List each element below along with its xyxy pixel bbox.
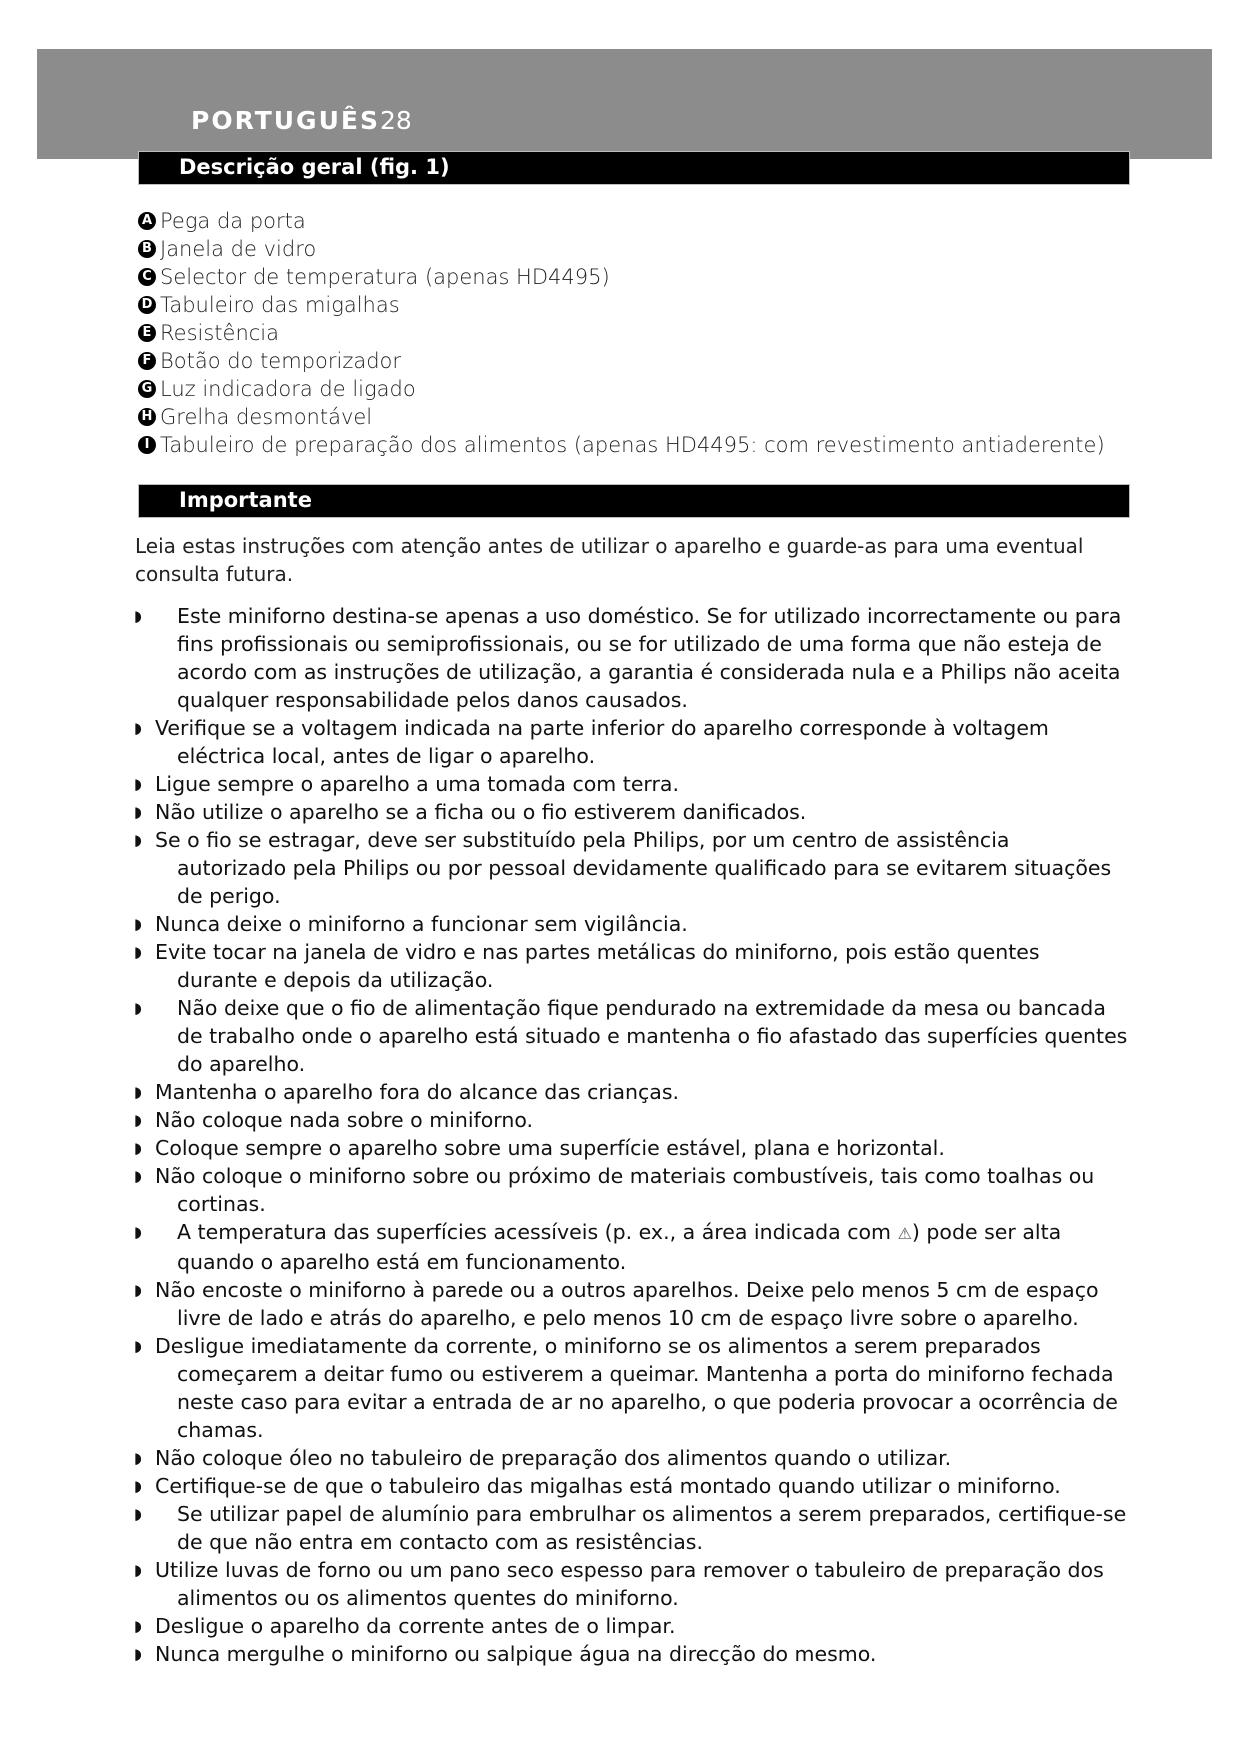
safety-rules-list — [134, 602, 1134, 1668]
bullet-icon: ◗ — [134, 1449, 142, 1467]
rule-text: Verifique se a voltagem indicada na parte inferior do aparelho corresponde à voltagem — [155, 716, 1049, 740]
rule-item — [134, 1162, 1134, 1218]
legend-text: Selector de temperatura (apenas HD4495) — [160, 265, 610, 289]
legend-text: Pega da porta — [160, 209, 306, 233]
rule-text: Nunca mergulhe o miniforno ou salpique água na direcção do mesmo. — [155, 1642, 877, 1666]
rule-item — [134, 938, 1134, 994]
section-heading-overview — [138, 151, 1130, 185]
legend-text: Tabuleiro das migalhas — [160, 293, 400, 317]
hot-surface-warning-icon: ⚠ — [897, 1224, 912, 1243]
rule-text: Ligue sempre o aparelho a uma tomada com terra. — [155, 772, 680, 796]
bullet-icon: ◗ — [134, 775, 142, 793]
rule-item — [134, 994, 1134, 1078]
letter-badge: H — [138, 408, 156, 426]
legend-item — [138, 431, 1105, 459]
bullet-icon: ◗ — [134, 1083, 142, 1101]
rule-text-continuation: começarem a deitar fumo ou estiverem a queimar. Mantenha a porta do miniforno fechada neste caso para evitar a entrada de ar no aparelho, o que poderia provocar a ocorrência de chamas. — [177, 1362, 1118, 1442]
legend-item — [138, 375, 1105, 403]
rule-text: Não deixe que o fio de alimentação fique pendurado na extremidade da mesa ou bancada de trabalho onde o aparelho está situado e mantenha o fio afastado das superfícies quentes do aparelho. — [177, 996, 1128, 1076]
page-number: 28 — [379, 106, 412, 135]
section-title: Descrição geral (fig. 1) — [179, 155, 450, 179]
legend-text: Resistência — [160, 321, 279, 345]
section-title: Importante — [179, 488, 312, 512]
rule-item — [134, 1472, 1134, 1500]
rule-text: Se utilizar papel de alumínio para embrulhar os alimentos a serem preparados, certifique-se de que não entra em contacto com as resistências. — [177, 1502, 1127, 1554]
rule-text-continuation: eléctrica local, antes de ligar o aparelho. — [177, 744, 596, 768]
rule-item — [134, 910, 1134, 938]
legend-text: Grelha desmontável — [160, 405, 373, 429]
bullet-icon: ◗ — [134, 719, 142, 737]
rule-text: Este miniforno destina-se apenas a uso doméstico. Se for utilizado incorrectamente ou para fins profissionais ou semiprofissionais, ou se for utilizado de uma forma que não esteja de acordo com as instruções de utilização, a garantia é considerada nula e a Philips não aceita qualquer responsabilidade pelos danos causados. — [177, 604, 1122, 712]
letter-badge: C — [138, 268, 156, 286]
legend-text: Luz indicadora de ligado — [160, 377, 416, 401]
bullet-icon: ◗ — [134, 1281, 142, 1299]
rule-text: Se o fio se estragar, deve ser substituído pela Philips, por um centro de assistência — [155, 828, 1010, 852]
rule-item — [134, 798, 1134, 826]
bullet-icon: ◗ — [134, 831, 142, 849]
rule-item — [134, 1332, 1134, 1444]
legend-item — [138, 291, 1105, 319]
bullet-icon: ◗ — [134, 1645, 142, 1663]
bullet-icon: ◗ — [134, 915, 142, 933]
rule-text: Certifique-se de que o tabuleiro das migalhas está montado quando utilizar o miniforno. — [155, 1474, 1061, 1498]
rule-text: Mantenha o aparelho fora do alcance das crianças. — [155, 1080, 680, 1104]
page-header — [191, 106, 412, 135]
rule-text: Desligue o aparelho da corrente antes de o limpar. — [155, 1614, 676, 1638]
bullet-icon: ◗ — [134, 1139, 142, 1157]
bullet-icon: ◗ — [134, 1111, 142, 1129]
rule-item — [134, 1640, 1134, 1668]
rule-text: Não utilize o aparelho se a ficha ou o fio estiverem danificados. — [155, 800, 807, 824]
rule-item — [134, 770, 1134, 798]
rule-item — [134, 1444, 1134, 1472]
rule-item — [134, 1500, 1134, 1556]
bullet-icon: ◗ — [134, 607, 142, 625]
rule-text-continuation: cortinas. — [177, 1192, 266, 1216]
rule-item — [134, 826, 1134, 910]
rule-text: Não coloque nada sobre o miniforno. — [155, 1108, 534, 1132]
bullet-icon: ◗ — [134, 999, 142, 1017]
bullet-icon: ◗ — [134, 1167, 142, 1185]
header-band — [37, 49, 1212, 159]
rule-text: Utilize luvas de forno ou um pano seco espesso para remover o tabuleiro de preparação dos — [155, 1558, 1104, 1582]
legend-item — [138, 347, 1105, 375]
rule-item — [134, 1556, 1134, 1612]
letter-badge: F — [138, 352, 156, 370]
rule-item — [134, 714, 1134, 770]
bullet-icon: ◗ — [134, 1477, 142, 1495]
letter-badge: A — [138, 212, 156, 230]
rule-item — [134, 1078, 1134, 1106]
legend-item — [138, 403, 1105, 431]
legend-item — [138, 319, 1105, 347]
legend-text: Janela de vidro — [160, 237, 317, 261]
rule-text: Não coloque óleo no tabuleiro de preparação dos alimentos quando o utilizar. — [155, 1446, 952, 1470]
parts-legend — [138, 207, 1105, 459]
rule-item — [134, 1134, 1134, 1162]
legend-item — [138, 207, 1105, 235]
legend-item — [138, 263, 1105, 291]
legend-text: Botão do temporizador — [160, 349, 402, 373]
bullet-icon: ◗ — [134, 943, 142, 961]
rule-item — [134, 1106, 1134, 1134]
rule-text: Coloque sempre o aparelho sobre uma superfície estável, plana e horizontal. — [155, 1136, 945, 1160]
bullet-icon: ◗ — [134, 1617, 142, 1635]
legend-text: Tabuleiro de preparação dos alimentos (apenas HD4495: com revestimento antiaderente) — [160, 433, 1105, 457]
bullet-icon: ◗ — [134, 1505, 142, 1523]
letter-badge: D — [138, 296, 156, 314]
rule-text-continuation: ) pode ser alta quando o aparelho está em funcionamento. — [177, 1220, 1062, 1274]
rule-text: A temperatura das superfícies acessíveis (p. ex., a área indicada com — [177, 1220, 892, 1244]
rule-item — [134, 602, 1134, 714]
section-heading-important — [138, 484, 1130, 518]
rule-item — [134, 1612, 1134, 1640]
legend-item — [138, 235, 1105, 263]
language-label: PORTUGUÊS — [191, 106, 380, 135]
letter-badge: I — [138, 436, 156, 454]
rule-text: Não encoste o miniforno à parede ou a outros aparelhos. Deixe pelo menos 5 cm de espaço — [155, 1278, 1099, 1302]
rule-text: Nunca deixe o miniforno a funcionar sem vigilância. — [155, 912, 688, 936]
letter-badge: B — [138, 240, 156, 258]
rule-text: Desligue imediatamente da corrente, o miniforno se os alimentos a serem preparados — [155, 1334, 1041, 1358]
bullet-icon: ◗ — [134, 1337, 142, 1355]
rule-item — [134, 1276, 1134, 1332]
intro-paragraph: Leia estas instruções com atenção antes de utilizar o aparelho e guarde-as para uma eventual consulta futura. — [135, 534, 1084, 586]
bullet-icon: ◗ — [134, 1223, 142, 1241]
rule-text: Não coloque o miniforno sobre ou próximo de materiais combustíveis, tais como toalhas ou — [155, 1164, 1095, 1188]
rule-text-continuation: autorizado pela Philips ou por pessoal devidamente qualificado para se evitarem situações de perigo. — [177, 856, 1112, 908]
bullet-icon: ◗ — [134, 803, 142, 821]
rule-text-continuation: durante e depois da utilização. — [177, 968, 494, 992]
rule-text-continuation: livre de lado e atrás do aparelho, e pelo menos 10 cm de espaço livre sobre o aparelho. — [177, 1306, 1079, 1330]
rule-text-continuation: alimentos ou os alimentos quentes do miniforno. — [177, 1586, 679, 1610]
letter-badge: G — [138, 380, 156, 398]
letter-badge: E — [138, 324, 156, 342]
bullet-icon: ◗ — [134, 1561, 142, 1579]
rule-item — [134, 1218, 1134, 1276]
rule-text: Evite tocar na janela de vidro e nas partes metálicas do miniforno, pois estão quentes — [155, 940, 1040, 964]
